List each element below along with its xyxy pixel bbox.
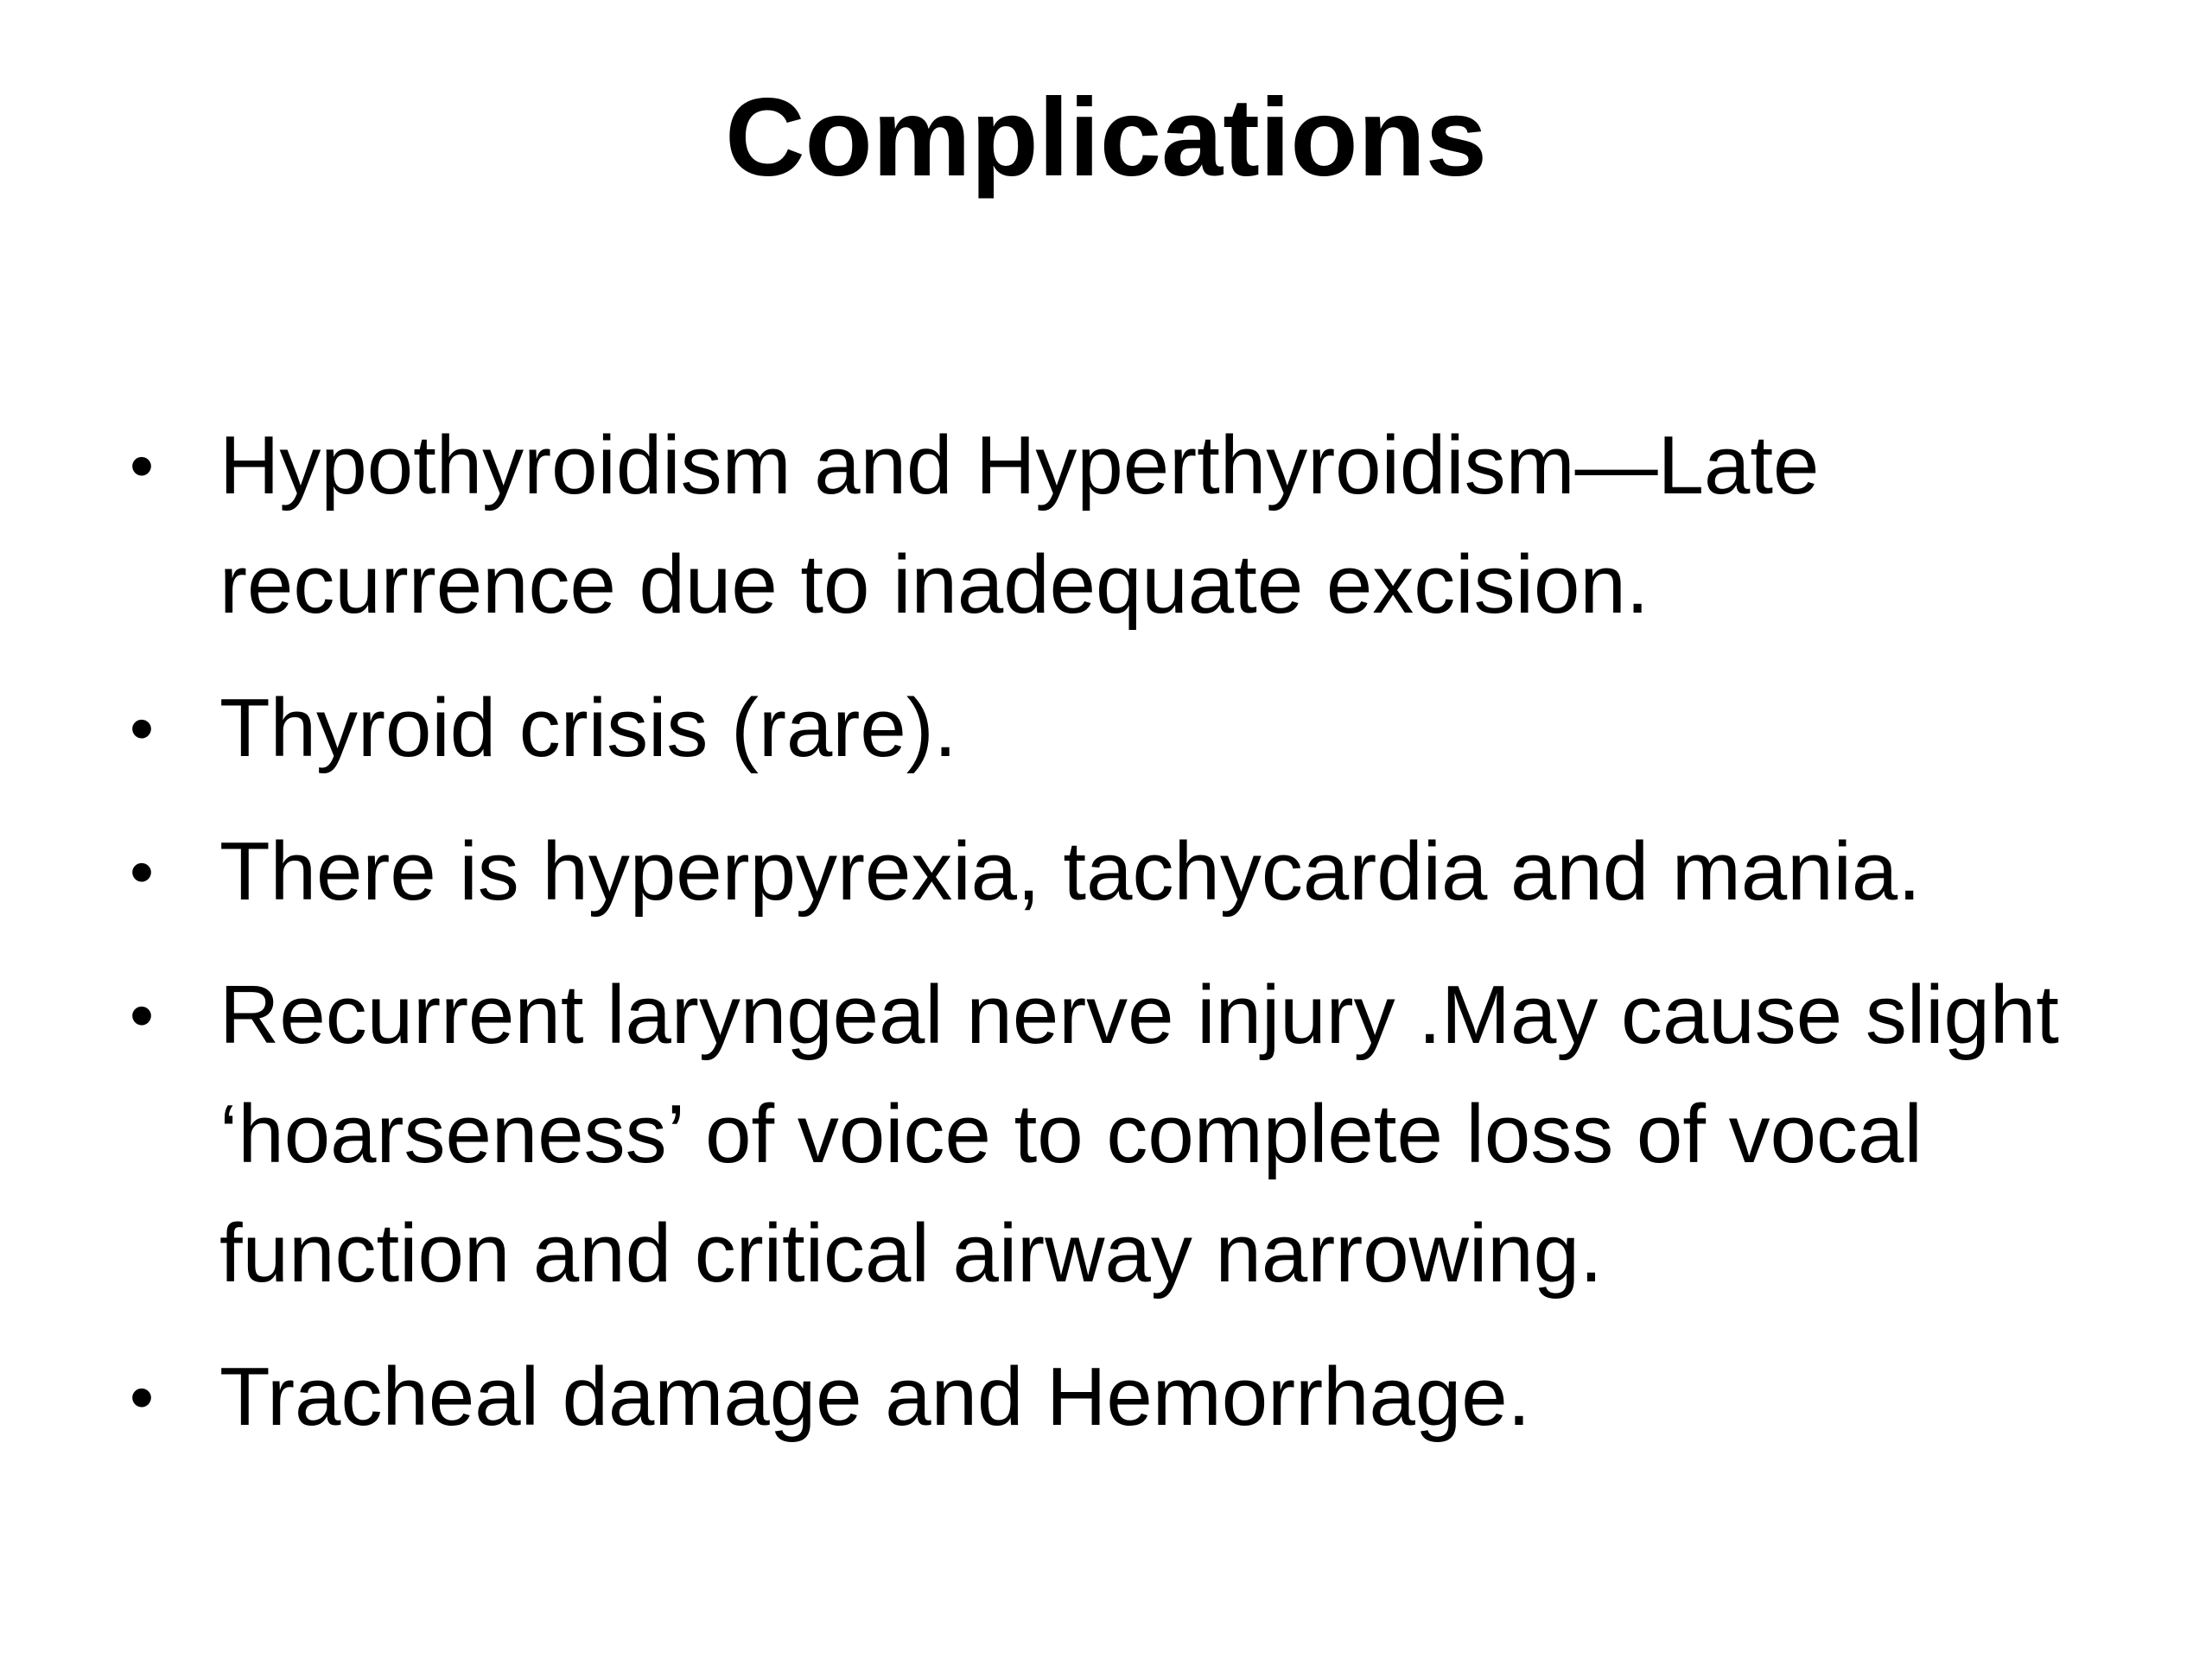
bullet-text: Recurrent laryngeal nerve injury .May cause slight ‘hoarseness’ of voice to complete loss of vocal function and critical airway narrowing. xyxy=(219,969,2059,1300)
bullet-item xyxy=(130,812,2117,931)
bullet-item xyxy=(130,406,2117,645)
bullet-item xyxy=(130,669,2117,788)
bullet-text: Thyroid crisis (rare). xyxy=(219,682,957,774)
bullet-icon: • xyxy=(130,1358,155,1435)
slide-title: Complications xyxy=(725,76,1487,200)
bullet-icon: • xyxy=(130,427,155,504)
bullet-icon: • xyxy=(130,976,155,1053)
bullet-icon: • xyxy=(130,833,155,910)
bullet-text: There is hyperpyrexia, tachycardia and mania. xyxy=(219,825,1921,918)
bullet-item xyxy=(130,1338,2117,1457)
bullet-text: Hypothyroidism and Hyperthyroidism—Late recurrence due to inadequate excision. xyxy=(219,419,1820,631)
bullet-icon: • xyxy=(130,690,155,766)
bullet-item xyxy=(130,956,2117,1313)
bullet-text: Tracheal damage and Hemorrhage. xyxy=(219,1351,1531,1443)
bullet-list xyxy=(130,406,2117,1481)
